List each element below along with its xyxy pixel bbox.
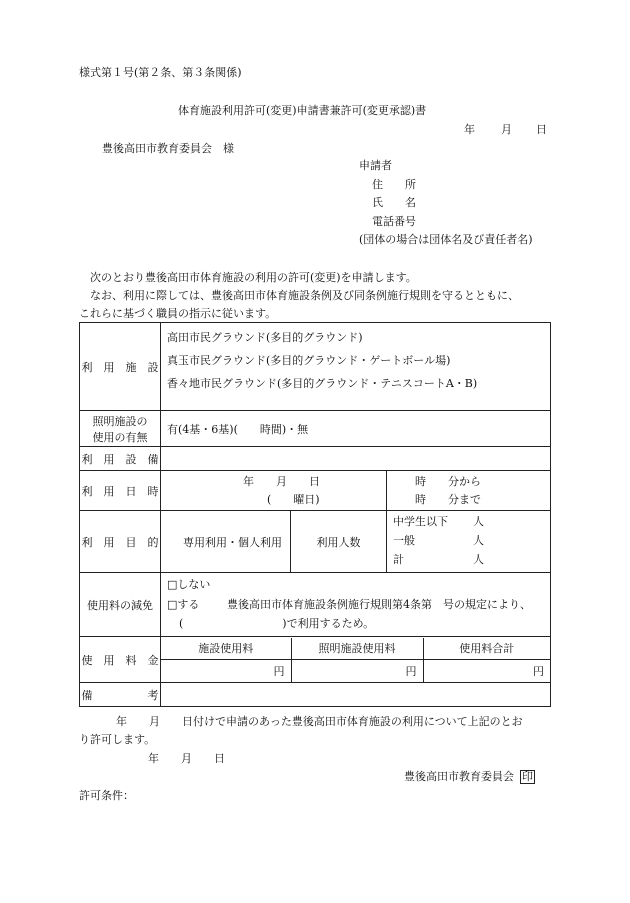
address-label[interactable]: 住 所 <box>372 178 416 191</box>
approval-date: 年 月 日 <box>148 752 225 765</box>
remarks-field[interactable] <box>161 683 551 707</box>
application-table <box>79 322 551 707</box>
reduction-yes-checkbox[interactable]: □する <box>167 598 200 611</box>
user-count-label: 利用人数 <box>291 511 387 573</box>
reduction-no-checkbox[interactable]: □しない <box>167 578 211 591</box>
phone-label[interactable]: 電話番号 <box>372 215 416 228</box>
approval-line-2: り許可します。 <box>79 733 156 746</box>
facility-option-matama[interactable]: 真玉市民グラウンド(多目的グラウンド・ゲートボール場) <box>167 354 451 367</box>
datetime-label: 利 用 日 時 <box>80 471 161 511</box>
facility-row <box>80 323 551 411</box>
equipment-label: 利 用 設 備 <box>80 447 161 471</box>
document-title: 体育施設利用許可(変更)申請書兼許可(変更承認)書 <box>178 104 427 117</box>
fee-lighting-amount[interactable]: 円 <box>291 660 423 682</box>
remarks-label: 備 考 <box>80 683 161 707</box>
date-month: 月 <box>501 123 512 136</box>
count-total-unit: 人 <box>473 553 484 566</box>
intro-line-1: 次のとおり豊後高田市体育施設の利用の許可(変更)を申請します。 <box>90 271 417 284</box>
conditions-label: 許可条件： <box>79 789 134 802</box>
fee-breakdown <box>161 637 551 683</box>
addressee: 豊後高田市教育委員会 様 <box>102 142 234 155</box>
facility-label: 利 用 施 設 <box>80 323 161 411</box>
fee-facility-amount[interactable]: 円 <box>161 660 291 682</box>
date-line-1: 年 月 日 <box>243 475 320 488</box>
equipment-field[interactable] <box>161 447 551 471</box>
facility-option-takada[interactable]: 高田市民グラウンド(多目的グラウンド) <box>167 331 363 344</box>
fee-col-facility: 施設使用料 <box>161 638 291 660</box>
seal-icon: 印 <box>522 770 533 783</box>
fee-reduction-field <box>161 573 551 637</box>
organization-note: (団体の場合は団体名及び責任者名) <box>359 233 533 246</box>
remarks-row <box>80 683 551 707</box>
lighting-value[interactable]: 有(4基・6基)( 時間)・無 <box>161 411 551 447</box>
form-number: 様式第１号(第２条、第３条関係) <box>79 66 242 79</box>
time-line-2: 時 分まで <box>415 493 481 506</box>
fee-row <box>80 637 551 683</box>
purpose-row <box>80 511 551 573</box>
datetime-row <box>80 471 551 511</box>
count-general-label: 一般 <box>393 534 415 547</box>
fee-total-amount[interactable]: 円 <box>423 660 550 682</box>
count-general-unit: 人 <box>473 534 484 547</box>
facility-option-kakuji[interactable]: 香々地市民グラウンド(多目的グラウンド・テニスコートA・B) <box>167 377 478 390</box>
intro-line-3: これらに基づく職員の指示に従います。 <box>79 307 277 320</box>
facility-options[interactable] <box>161 323 551 411</box>
fee-col-total: 使用料合計 <box>423 638 550 660</box>
reduction-reason-field[interactable]: ( )で利用するため。 <box>179 617 375 630</box>
applicant-heading: 申請者 <box>359 159 392 172</box>
time-field[interactable] <box>387 471 551 511</box>
fee-reduction-row <box>80 573 551 637</box>
issuer-name: 豊後高田市教育委員会 <box>404 770 514 783</box>
time-line-1: 時 分から <box>415 475 481 488</box>
fee-reduction-label: 使用料の減免 <box>80 573 161 637</box>
lighting-label-line-1: 照明施設の <box>92 414 148 428</box>
lighting-label <box>80 411 161 447</box>
count-junior-unit: 人 <box>473 515 484 528</box>
purpose-value[interactable]: 専用利用・個人利用 <box>161 511 291 573</box>
date-day: 日 <box>536 123 547 136</box>
count-junior-label: 中学生以下 <box>393 515 448 528</box>
purpose-label: 利 用 目 的 <box>80 511 161 573</box>
lighting-label-line-2: 使用の有無 <box>92 430 148 444</box>
name-label[interactable]: 氏 名 <box>372 196 416 209</box>
equipment-row <box>80 447 551 471</box>
lighting-row <box>80 411 551 447</box>
count-total-label: 計 <box>393 553 404 566</box>
date-line-2: ( 曜日) <box>267 493 320 506</box>
user-count-field[interactable] <box>387 511 551 573</box>
issuer <box>404 770 535 784</box>
approval-line-1: 年 月 日付けで申請のあった豊後高田市体育施設の利用について上記のとお <box>116 715 523 728</box>
fee-label: 使 用 料 金 <box>80 637 161 683</box>
date-year: 年 <box>464 123 475 136</box>
intro-line-2: なお、利用に際しては、豊後高田市体育施設条例及び同条例施行規則を守るとともに、 <box>90 289 519 302</box>
fee-col-lighting: 照明施設使用料 <box>291 638 423 660</box>
reduction-rule-text: 豊後高田市体育施設条例施行規則第4条第 号の規定により、 <box>227 598 531 611</box>
date-field[interactable] <box>161 471 387 511</box>
